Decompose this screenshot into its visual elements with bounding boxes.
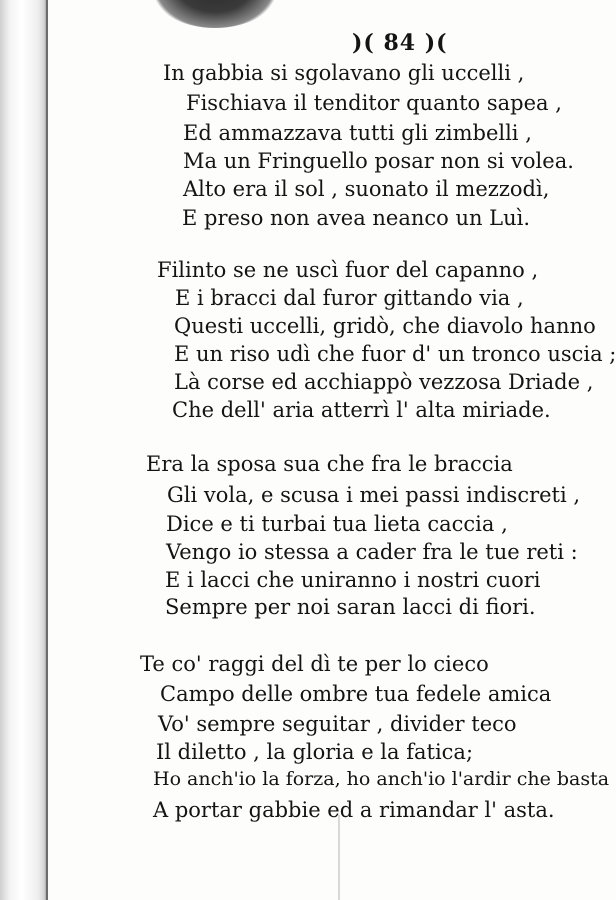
poem-line: Campo delle ombre tua fedele amica [160,682,552,706]
poem-line: Dice e ti turbai tua lieta caccia , [166,512,508,536]
poem-line: Sempre per noi saran lacci di fiori. [165,595,536,619]
poem-line: E i lacci che uniranno i nostri cuori [165,568,541,592]
poem-line: E un riso udì che fuor d' un tronco uscia ; [174,342,616,366]
poem-line: Che dell' aria atterrì l' alta miriade. [172,398,551,422]
poem-line: Filinto se ne uscì fuor del capanno , [157,258,539,282]
poem-line: Il diletto , la gloria e la fatica; [156,740,474,764]
fold-mark [338,815,340,900]
poem-line: Era la sposa sua che fra le braccia [146,452,513,476]
gutter-edge [46,0,48,900]
poem-line: Là corse ed acchiappò vezzosa Driade , [174,370,594,394]
poem-line: Alto era il sol , suonato il mezzodì, [183,177,550,201]
poem-line: E i bracci dal furor gittando via , [175,286,524,310]
poem-line: Vengo io stessa a cader fra le tue reti : [166,540,578,564]
poem-line: In gabbia si sgolavano gli uccelli , [163,61,525,85]
poem-line: Te co' raggi del dì te per lo cieco [140,652,489,676]
poem-line: Vo' sempre seguitar , divider teco [158,712,517,736]
poem-line: A portar gabbie ed a rimandar l' asta. [153,798,555,822]
poem-line: Gli vola, e scusa i mei passi indiscreti , [167,483,581,507]
poem-line: E preso non avea neanco un Luì. [182,206,531,230]
poem-line: Ma un Fringuello posar non si volea. [183,149,574,173]
poem-line: Fischiava il tenditor quanto sapea , [186,91,562,115]
page-number: )( 84 )( [352,30,448,56]
poem-line: Ed ammazzava tutti gli zimbelli , [183,121,532,145]
binding-gutter [0,0,48,900]
poem-line: Ho anch'io la forza, ho anch'io l'ardir che basta [153,768,610,790]
poem-line: Questi uccelli, gridò, che diavolo hanno [174,314,596,338]
corner-shadow [155,0,275,28]
